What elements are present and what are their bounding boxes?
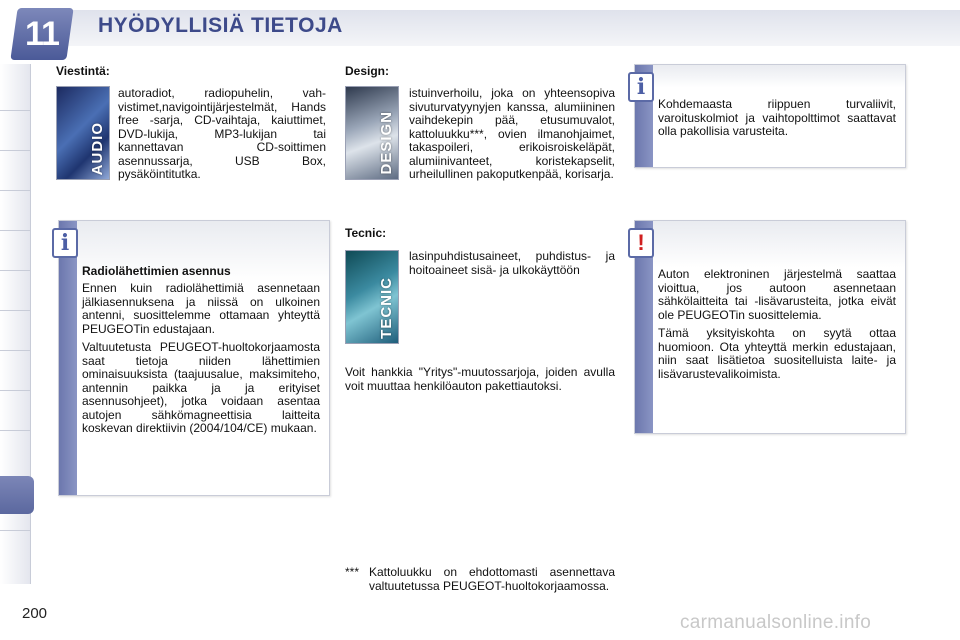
page-number: 200 [22,605,48,622]
tab-divider [0,270,30,271]
tab-divider [0,430,30,431]
tab-divider [0,310,30,311]
warning-paragraph-2: Tämä yksityiskohta on syytä ottaa huomioon. Ota yhteyttä merkin edustajaan, niin saat lisätietoa suositelluista laite- ja lisävarustevalikoimista. [658,326,896,381]
viestinta-text: autoradiot, radiopuhelin, vahvistimet,navigointijärjestelmät, Hands free -sarja, CD-vaihtaja, kaiuttimet, DVD-lukija, MP3-lukijan tai kannettavan CD-soittimen asennussarja, USB Box, pysäköintitutka. [118,86,326,181]
design-text: istuinverhoilu, joka on yhteensopiva sivuturvatyynyjen kanssa, alumiininen vaihdekepin pää, etusumuvalot, kattoluukku***, ovien ilmanohjaimet, takaspoileri, erikoisroiskeläpät, alumiinivanteet, koristekapselit, urheilullinen pakoputkenpää, korisarja. [409,86,615,181]
exclamation-icon: ! [628,228,654,258]
tecnic-text: lasinpuhdistusaineet, puhdistus- ja hoitoaineet sisä- ja ulkokäyttöön [409,249,615,277]
section-title-viestinta: Viestintä: [56,64,110,78]
chapter-number: 11 [25,15,59,53]
active-chapter-tab[interactable] [0,476,34,514]
page-title: HYÖDYLLISIÄ TIETOJA [98,14,343,37]
info-icon: i [52,228,78,258]
audio-image [56,86,110,180]
tab-divider [0,230,30,231]
warning-paragraph-1: Auton elektroninen järjestelmä saattaa vioittua, jos autoon asennetaan sähkölaitteita tai -lisävarusteita, jotka eivät ole PEUGEOTin suosittelemia. [658,267,896,322]
info-icon: i [628,72,654,102]
radio-box-title: Radiolähettimien asennus [82,264,231,278]
tab-divider [0,190,30,191]
footnote-marker: *** [345,565,360,579]
tab-divider [0,530,30,531]
radio-box-paragraph-2: Valtuutetusta PEUGEOT-huoltokorjaamosta saat tietoja niiden lähettimien ominaisuuksista (taajuusalue, maksimiteho, antennin paikka ja ja erityiset asennusohjeet), jotka voidaan asentaa autojen sähkömagneettisia laitteita koskevan direktiivin (2004/104/CE) mukaan. [82,340,320,435]
tab-divider [0,110,30,111]
watermark: carmanualsonline.info [680,612,872,633]
radio-box-paragraph-1: Ennen kuin radiolähettimiä asennetaan jälkiasennuksena ja niissä on ulkoinen antenni, suosittelemme ottamaan yhteyttä PEUGEOTin edustajaan. [82,281,320,336]
tab-divider [0,350,30,351]
box-edge [59,221,77,495]
yritys-text: Voit hankkia "Yritys"-muutossarjoja, joiden avulla voit muuttaa henkilöauton pakettiautoksi. [345,365,615,393]
tecnic-image-label: TECNIC [378,277,395,339]
design-image-label: DESIGN [378,111,395,175]
tab-divider [0,390,30,391]
info-box-safety-text: Kohdemaasta riippuen turvaliivit, varoituskolmiot ja vaihtopolttimot saattavat olla pakollisia varusteita. [658,97,896,138]
tab-divider [0,150,30,151]
audio-image-label: AUDIO [89,121,106,175]
section-title-design: Design: [345,64,390,78]
footnote-text: Kattoluukku on ehdottomasti asennettava valtuutetussa PEUGEOT-huoltokorjaamossa. [369,565,615,593]
warning-box-text [658,268,896,386]
radio-box-text [82,282,320,441]
section-title-tecnic: Tecnic: [345,226,387,240]
design-image [345,86,399,180]
tecnic-image [345,250,399,344]
